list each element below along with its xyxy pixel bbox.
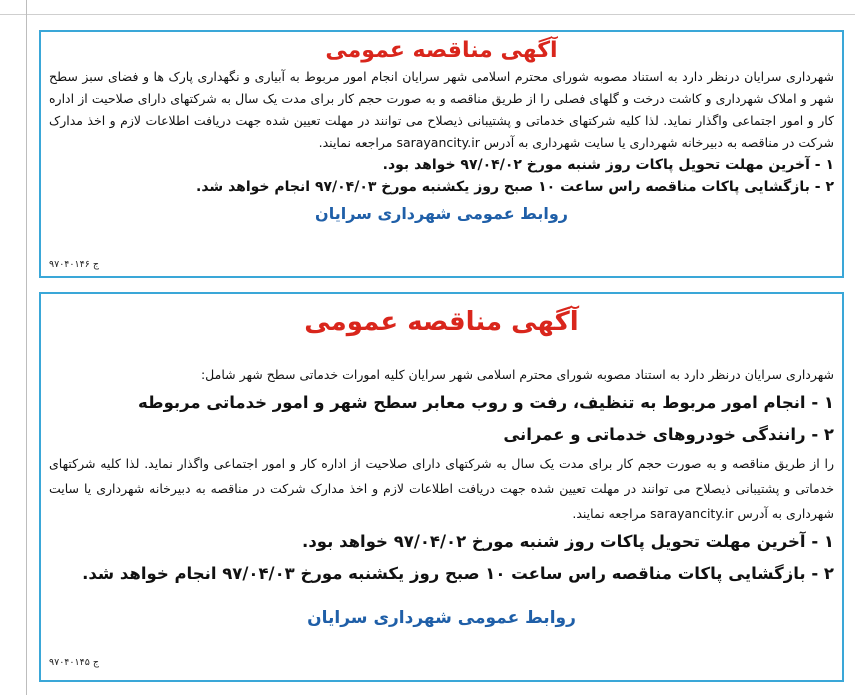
notice-code: ج ۹۷۰۴۰۱۴۶: [49, 259, 99, 270]
service-item-cleaning: ۱ - انجام امور مربوط به تنظیف، رفت و روب معابر سطح شهر و امور خدماتی مربوطه: [138, 393, 834, 412]
notice-body-text: شهرداری سرایان درنظر دارد به استناد مصوبه شورای محترم اسلامی شهر سرایان انجام امور مربوط به آبیاری و نگهداری پارک ها و فضای سبز سطح شهر و املاک شهرداری و کاشت درخت و گلهای فصلی را از طریق مناقصه و به صورت حجم کار برای مدت یک سال به شرکتهای دارای صلاحیت از اداره کار و امور اجتماعی واگذار نماید. لذا کلیه شرکتهای خدماتی و پشتیبانی ذیصلاح می توانند در مهلت تعیین شده جهت دریافت اطلاعات لازم و اخذ مدارک شرکت در مناقصه به دبیرخانه شهرداری یا سایت شهرداری به آدرس: [49, 69, 834, 150]
deadline-item: ۱ - آخرین مهلت تحویل پاکات روز شنبه مورخ ۹۷/۰۴/۰۲ خواهد بود.: [302, 532, 834, 551]
signature: روابط عمومی شهرداری سرایان: [315, 204, 568, 223]
notice-code: ج ۹۷۰۴۰۱۴۵: [49, 657, 99, 668]
tender-notice-2: [39, 292, 844, 682]
notice-body: [49, 66, 834, 154]
notice-title: آگهی مناقصه عمومی: [304, 307, 579, 337]
opening-item: ۲ - بازگشایی پاکات مناقصه راس ساعت ۱۰ صبح روز یکشنبه مورخ ۹۷/۰۴/۰۳ انجام خواهد شد.: [82, 564, 834, 583]
signature: روابط عمومی شهرداری سرایان: [307, 608, 576, 628]
notice-intro: شهرداری سرایان درنظر دارد به استناد مصوبه شورای محترم اسلامی شهر سرایان کلیه امورات خدماتی سطح شهر شامل:: [200, 367, 834, 382]
page-top-rule: [0, 14, 855, 15]
notice-body: [49, 451, 834, 526]
deadline-item: ۱ - آخرین مهلت تحویل پاکات روز شنبه مورخ ۹۷/۰۴/۰۲ خواهد بود.: [382, 157, 834, 173]
website-link[interactable]: sarayancity.ir: [396, 135, 480, 150]
notice-body-end: مراجعه نمایند.: [318, 135, 393, 150]
service-item-driving: ۲ - رانندگی خودروهای خدماتی و عمرانی: [503, 425, 834, 444]
tender-notice-1: [39, 30, 844, 278]
notice-body-text: را از طریق مناقصه و به صورت حجم کار برای مدت یک سال به شرکتهای دارای صلاحیت از اداره کار و امور اجتماعی واگذار نماید. لذا کلیه شرکتهای خدماتی و پشتیبانی ذیصلاح می توانند در مهلت تعیین شده جهت دریافت اطلاعات لازم و اخذ مدارک شرکت در مناقصه به دبیرخانه شهرداری یا سایت شهرداری به آدرس: [49, 456, 834, 521]
page-side-rule: [26, 0, 27, 695]
notice-body-end: مراجعه نمایند.: [572, 506, 647, 521]
opening-item: ۲ - بازگشایی پاکات مناقصه راس ساعت ۱۰ صبح روز یکشنبه مورخ ۹۷/۰۴/۰۳ انجام خواهد شد.: [196, 179, 834, 195]
website-link[interactable]: sarayancity.ir: [650, 506, 734, 521]
notice-title: آگهی مناقصه عمومی: [325, 38, 558, 63]
